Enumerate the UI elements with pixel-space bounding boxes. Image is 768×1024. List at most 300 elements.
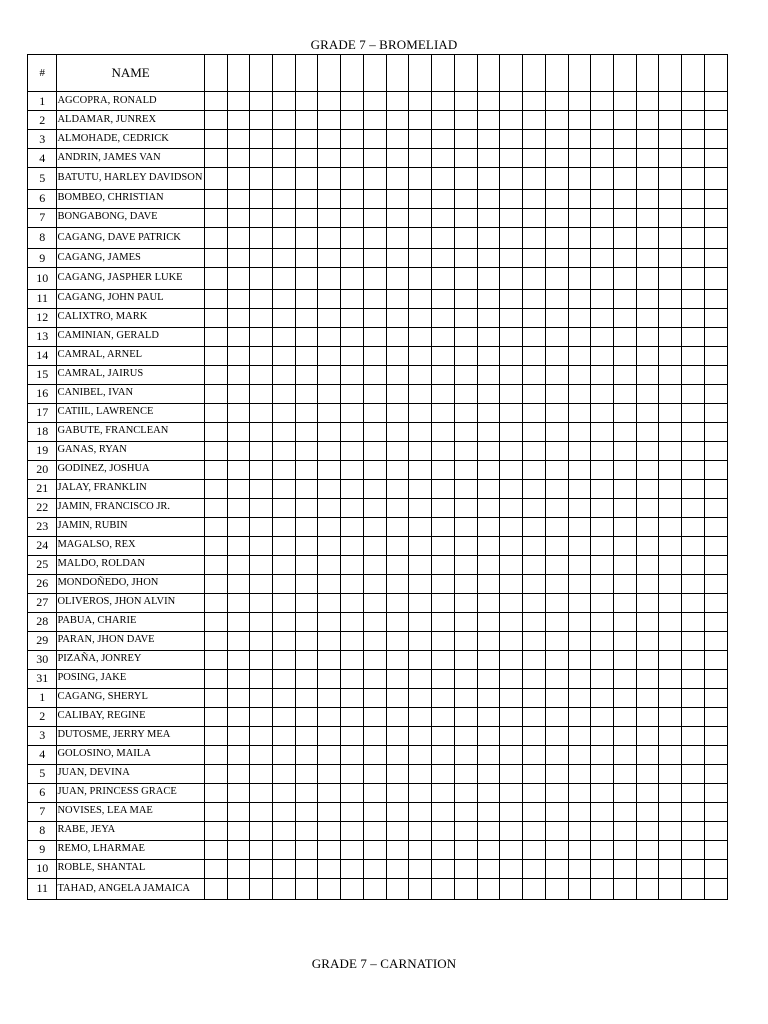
mark-cell[interactable] (523, 168, 546, 190)
mark-cell[interactable] (341, 745, 364, 764)
mark-cell[interactable] (386, 111, 409, 130)
mark-cell[interactable] (500, 189, 523, 208)
mark-cell[interactable] (318, 688, 341, 707)
mark-cell[interactable] (295, 249, 318, 268)
mark-cell[interactable] (500, 517, 523, 536)
mark-cell[interactable] (500, 327, 523, 346)
mark-cell[interactable] (250, 536, 273, 555)
mark-cell[interactable] (682, 821, 705, 840)
mark-cell[interactable] (227, 669, 250, 688)
mark-cell[interactable] (568, 764, 591, 783)
mark-cell[interactable] (250, 422, 273, 441)
mark-cell[interactable] (204, 92, 227, 111)
mark-cell[interactable] (454, 268, 477, 290)
mark-cell[interactable] (682, 149, 705, 168)
mark-cell[interactable] (682, 111, 705, 130)
mark-cell[interactable] (704, 878, 727, 900)
mark-cell[interactable] (204, 783, 227, 802)
mark-cell[interactable] (477, 859, 500, 878)
mark-cell[interactable] (500, 208, 523, 227)
mark-cell[interactable] (613, 574, 636, 593)
mark-cell[interactable] (409, 208, 432, 227)
mark-cell[interactable] (341, 189, 364, 208)
mark-cell[interactable] (318, 517, 341, 536)
mark-cell[interactable] (227, 460, 250, 479)
mark-cell[interactable] (568, 802, 591, 821)
mark-cell[interactable] (500, 593, 523, 612)
mark-cell[interactable] (386, 289, 409, 308)
mark-cell[interactable] (409, 498, 432, 517)
mark-cell[interactable] (227, 441, 250, 460)
mark-cell[interactable] (545, 612, 568, 631)
mark-cell[interactable] (613, 555, 636, 574)
mark-cell[interactable] (341, 878, 364, 900)
mark-cell[interactable] (318, 536, 341, 555)
mark-cell[interactable] (409, 631, 432, 650)
mark-cell[interactable] (318, 208, 341, 227)
mark-cell[interactable] (318, 726, 341, 745)
mark-cell[interactable] (295, 612, 318, 631)
mark-cell[interactable] (432, 878, 455, 900)
mark-cell[interactable] (636, 189, 659, 208)
mark-cell[interactable] (363, 593, 386, 612)
mark-cell[interactable] (341, 346, 364, 365)
mark-cell[interactable] (432, 669, 455, 688)
mark-cell[interactable] (591, 498, 614, 517)
mark-cell[interactable] (227, 149, 250, 168)
mark-cell[interactable] (363, 612, 386, 631)
mark-cell[interactable] (272, 92, 295, 111)
mark-cell[interactable] (363, 227, 386, 249)
mark-cell[interactable] (409, 111, 432, 130)
mark-cell[interactable] (295, 92, 318, 111)
mark-cell[interactable] (682, 688, 705, 707)
mark-cell[interactable] (272, 498, 295, 517)
mark-cell[interactable] (454, 384, 477, 403)
mark-cell[interactable] (295, 650, 318, 669)
mark-cell[interactable] (545, 650, 568, 669)
mark-cell[interactable] (704, 441, 727, 460)
mark-cell[interactable] (363, 650, 386, 669)
mark-cell[interactable] (386, 208, 409, 227)
mark-cell[interactable] (204, 536, 227, 555)
mark-cell[interactable] (545, 764, 568, 783)
mark-cell[interactable] (454, 650, 477, 669)
mark-cell[interactable] (477, 593, 500, 612)
mark-cell[interactable] (250, 726, 273, 745)
mark-cell[interactable] (500, 149, 523, 168)
mark-cell[interactable] (409, 802, 432, 821)
mark-cell[interactable] (523, 612, 546, 631)
mark-cell[interactable] (341, 821, 364, 840)
mark-cell[interactable] (409, 227, 432, 249)
mark-cell[interactable] (272, 745, 295, 764)
mark-cell[interactable] (523, 802, 546, 821)
mark-cell[interactable] (682, 726, 705, 745)
mark-cell[interactable] (545, 308, 568, 327)
mark-cell[interactable] (477, 308, 500, 327)
mark-cell[interactable] (500, 479, 523, 498)
mark-cell[interactable] (477, 130, 500, 149)
mark-cell[interactable] (568, 593, 591, 612)
mark-cell[interactable] (568, 111, 591, 130)
mark-cell[interactable] (659, 574, 682, 593)
mark-cell[interactable] (295, 555, 318, 574)
mark-cell[interactable] (636, 384, 659, 403)
mark-cell[interactable] (227, 227, 250, 249)
mark-cell[interactable] (295, 479, 318, 498)
mark-cell[interactable] (295, 517, 318, 536)
mark-cell[interactable] (704, 208, 727, 227)
mark-cell[interactable] (477, 168, 500, 190)
mark-cell[interactable] (704, 289, 727, 308)
mark-cell[interactable] (704, 403, 727, 422)
mark-cell[interactable] (500, 365, 523, 384)
mark-cell[interactable] (250, 249, 273, 268)
mark-cell[interactable] (591, 441, 614, 460)
mark-cell[interactable] (500, 859, 523, 878)
mark-cell[interactable] (432, 227, 455, 249)
mark-cell[interactable] (613, 327, 636, 346)
mark-cell[interactable] (341, 802, 364, 821)
mark-cell[interactable] (432, 479, 455, 498)
mark-cell[interactable] (227, 764, 250, 783)
mark-cell[interactable] (477, 498, 500, 517)
mark-cell[interactable] (613, 227, 636, 249)
mark-cell[interactable] (591, 479, 614, 498)
mark-cell[interactable] (227, 111, 250, 130)
mark-cell[interactable] (704, 764, 727, 783)
mark-cell[interactable] (523, 308, 546, 327)
mark-cell[interactable] (636, 498, 659, 517)
mark-cell[interactable] (477, 555, 500, 574)
mark-cell[interactable] (477, 403, 500, 422)
mark-cell[interactable] (204, 650, 227, 669)
mark-cell[interactable] (227, 688, 250, 707)
mark-cell[interactable] (295, 130, 318, 149)
mark-cell[interactable] (613, 346, 636, 365)
mark-cell[interactable] (409, 479, 432, 498)
mark-cell[interactable] (386, 783, 409, 802)
mark-cell[interactable] (295, 783, 318, 802)
mark-cell[interactable] (341, 441, 364, 460)
mark-cell[interactable] (704, 707, 727, 726)
mark-cell[interactable] (409, 289, 432, 308)
mark-cell[interactable] (386, 130, 409, 149)
mark-cell[interactable] (204, 726, 227, 745)
mark-cell[interactable] (636, 783, 659, 802)
mark-cell[interactable] (386, 384, 409, 403)
mark-cell[interactable] (591, 764, 614, 783)
mark-cell[interactable] (318, 650, 341, 669)
mark-cell[interactable] (500, 669, 523, 688)
mark-cell[interactable] (454, 422, 477, 441)
mark-cell[interactable] (659, 168, 682, 190)
mark-cell[interactable] (250, 878, 273, 900)
mark-cell[interactable] (636, 821, 659, 840)
mark-cell[interactable] (523, 631, 546, 650)
mark-cell[interactable] (591, 111, 614, 130)
mark-cell[interactable] (295, 308, 318, 327)
mark-cell[interactable] (295, 821, 318, 840)
mark-cell[interactable] (363, 189, 386, 208)
mark-cell[interactable] (272, 268, 295, 290)
mark-cell[interactable] (477, 346, 500, 365)
mark-cell[interactable] (454, 612, 477, 631)
mark-cell[interactable] (659, 593, 682, 612)
mark-cell[interactable] (613, 840, 636, 859)
mark-cell[interactable] (272, 403, 295, 422)
mark-cell[interactable] (636, 555, 659, 574)
mark-cell[interactable] (432, 783, 455, 802)
mark-cell[interactable] (409, 764, 432, 783)
mark-cell[interactable] (295, 403, 318, 422)
mark-cell[interactable] (477, 460, 500, 479)
mark-cell[interactable] (659, 208, 682, 227)
mark-cell[interactable] (341, 92, 364, 111)
mark-cell[interactable] (545, 555, 568, 574)
mark-cell[interactable] (568, 227, 591, 249)
mark-cell[interactable] (591, 707, 614, 726)
mark-cell[interactable] (704, 745, 727, 764)
mark-cell[interactable] (477, 268, 500, 290)
mark-cell[interactable] (682, 441, 705, 460)
mark-cell[interactable] (500, 227, 523, 249)
mark-cell[interactable] (682, 764, 705, 783)
mark-cell[interactable] (659, 707, 682, 726)
mark-cell[interactable] (682, 384, 705, 403)
mark-cell[interactable] (591, 802, 614, 821)
mark-cell[interactable] (454, 92, 477, 111)
mark-cell[interactable] (341, 130, 364, 149)
mark-cell[interactable] (227, 783, 250, 802)
mark-cell[interactable] (613, 517, 636, 536)
mark-cell[interactable] (386, 555, 409, 574)
mark-cell[interactable] (523, 92, 546, 111)
mark-cell[interactable] (613, 268, 636, 290)
mark-cell[interactable] (568, 650, 591, 669)
mark-cell[interactable] (591, 688, 614, 707)
mark-cell[interactable] (409, 726, 432, 745)
mark-cell[interactable] (250, 555, 273, 574)
mark-cell[interactable] (659, 268, 682, 290)
mark-cell[interactable] (568, 707, 591, 726)
mark-cell[interactable] (613, 384, 636, 403)
mark-cell[interactable] (636, 745, 659, 764)
mark-cell[interactable] (682, 612, 705, 631)
mark-cell[interactable] (454, 346, 477, 365)
mark-cell[interactable] (250, 92, 273, 111)
mark-cell[interactable] (341, 365, 364, 384)
mark-cell[interactable] (386, 308, 409, 327)
mark-cell[interactable] (454, 189, 477, 208)
mark-cell[interactable] (500, 308, 523, 327)
mark-cell[interactable] (545, 479, 568, 498)
mark-cell[interactable] (613, 612, 636, 631)
mark-cell[interactable] (454, 149, 477, 168)
mark-cell[interactable] (636, 669, 659, 688)
mark-cell[interactable] (227, 859, 250, 878)
mark-cell[interactable] (204, 403, 227, 422)
mark-cell[interactable] (523, 268, 546, 290)
mark-cell[interactable] (636, 268, 659, 290)
mark-cell[interactable] (545, 130, 568, 149)
mark-cell[interactable] (386, 593, 409, 612)
mark-cell[interactable] (591, 650, 614, 669)
mark-cell[interactable] (272, 517, 295, 536)
mark-cell[interactable] (477, 669, 500, 688)
mark-cell[interactable] (682, 460, 705, 479)
mark-cell[interactable] (568, 726, 591, 745)
mark-cell[interactable] (204, 327, 227, 346)
mark-cell[interactable] (204, 859, 227, 878)
mark-cell[interactable] (591, 612, 614, 631)
mark-cell[interactable] (386, 688, 409, 707)
mark-cell[interactable] (386, 403, 409, 422)
mark-cell[interactable] (682, 227, 705, 249)
mark-cell[interactable] (682, 92, 705, 111)
mark-cell[interactable] (454, 536, 477, 555)
mark-cell[interactable] (636, 365, 659, 384)
mark-cell[interactable] (545, 631, 568, 650)
mark-cell[interactable] (704, 555, 727, 574)
mark-cell[interactable] (591, 821, 614, 840)
mark-cell[interactable] (341, 403, 364, 422)
mark-cell[interactable] (523, 208, 546, 227)
mark-cell[interactable] (454, 227, 477, 249)
mark-cell[interactable] (613, 688, 636, 707)
mark-cell[interactable] (454, 821, 477, 840)
mark-cell[interactable] (613, 441, 636, 460)
mark-cell[interactable] (613, 149, 636, 168)
mark-cell[interactable] (682, 650, 705, 669)
mark-cell[interactable] (318, 422, 341, 441)
mark-cell[interactable] (591, 669, 614, 688)
mark-cell[interactable] (545, 249, 568, 268)
mark-cell[interactable] (545, 268, 568, 290)
mark-cell[interactable] (432, 745, 455, 764)
mark-cell[interactable] (204, 227, 227, 249)
mark-cell[interactable] (591, 327, 614, 346)
mark-cell[interactable] (636, 536, 659, 555)
mark-cell[interactable] (295, 149, 318, 168)
mark-cell[interactable] (295, 707, 318, 726)
mark-cell[interactable] (341, 227, 364, 249)
mark-cell[interactable] (204, 802, 227, 821)
mark-cell[interactable] (295, 498, 318, 517)
mark-cell[interactable] (227, 384, 250, 403)
mark-cell[interactable] (386, 764, 409, 783)
mark-cell[interactable] (227, 707, 250, 726)
mark-cell[interactable] (272, 249, 295, 268)
mark-cell[interactable] (454, 517, 477, 536)
mark-cell[interactable] (523, 249, 546, 268)
mark-cell[interactable] (704, 384, 727, 403)
mark-cell[interactable] (363, 130, 386, 149)
mark-cell[interactable] (568, 783, 591, 802)
mark-cell[interactable] (295, 327, 318, 346)
mark-cell[interactable] (386, 859, 409, 878)
mark-cell[interactable] (545, 289, 568, 308)
mark-cell[interactable] (682, 878, 705, 900)
mark-cell[interactable] (318, 365, 341, 384)
mark-cell[interactable] (295, 840, 318, 859)
mark-cell[interactable] (204, 688, 227, 707)
mark-cell[interactable] (250, 574, 273, 593)
mark-cell[interactable] (227, 574, 250, 593)
mark-cell[interactable] (500, 821, 523, 840)
mark-cell[interactable] (591, 308, 614, 327)
mark-cell[interactable] (409, 384, 432, 403)
mark-cell[interactable] (613, 168, 636, 190)
mark-cell[interactable] (659, 403, 682, 422)
mark-cell[interactable] (591, 346, 614, 365)
mark-cell[interactable] (545, 403, 568, 422)
mark-cell[interactable] (386, 650, 409, 669)
mark-cell[interactable] (204, 441, 227, 460)
mark-cell[interactable] (272, 189, 295, 208)
mark-cell[interactable] (636, 802, 659, 821)
mark-cell[interactable] (568, 149, 591, 168)
mark-cell[interactable] (341, 555, 364, 574)
mark-cell[interactable] (432, 536, 455, 555)
mark-cell[interactable] (613, 403, 636, 422)
mark-cell[interactable] (272, 308, 295, 327)
mark-cell[interactable] (545, 859, 568, 878)
mark-cell[interactable] (477, 327, 500, 346)
mark-cell[interactable] (318, 840, 341, 859)
mark-cell[interactable] (454, 403, 477, 422)
mark-cell[interactable] (704, 479, 727, 498)
mark-cell[interactable] (386, 249, 409, 268)
mark-cell[interactable] (659, 111, 682, 130)
mark-cell[interactable] (295, 384, 318, 403)
mark-cell[interactable] (477, 802, 500, 821)
mark-cell[interactable] (659, 227, 682, 249)
mark-cell[interactable] (613, 479, 636, 498)
mark-cell[interactable] (568, 422, 591, 441)
mark-cell[interactable] (250, 227, 273, 249)
mark-cell[interactable] (545, 840, 568, 859)
mark-cell[interactable] (591, 745, 614, 764)
mark-cell[interactable] (636, 208, 659, 227)
mark-cell[interactable] (204, 612, 227, 631)
mark-cell[interactable] (477, 536, 500, 555)
mark-cell[interactable] (363, 289, 386, 308)
mark-cell[interactable] (545, 111, 568, 130)
mark-cell[interactable] (704, 460, 727, 479)
mark-cell[interactable] (523, 859, 546, 878)
mark-cell[interactable] (454, 878, 477, 900)
mark-cell[interactable] (659, 498, 682, 517)
mark-cell[interactable] (204, 208, 227, 227)
mark-cell[interactable] (477, 688, 500, 707)
mark-cell[interactable] (704, 840, 727, 859)
mark-cell[interactable] (568, 821, 591, 840)
mark-cell[interactable] (432, 130, 455, 149)
mark-cell[interactable] (613, 707, 636, 726)
mark-cell[interactable] (454, 593, 477, 612)
mark-cell[interactable] (500, 878, 523, 900)
mark-cell[interactable] (568, 460, 591, 479)
mark-cell[interactable] (523, 650, 546, 669)
mark-cell[interactable] (659, 859, 682, 878)
mark-cell[interactable] (341, 783, 364, 802)
mark-cell[interactable] (659, 612, 682, 631)
mark-cell[interactable] (318, 859, 341, 878)
mark-cell[interactable] (591, 859, 614, 878)
mark-cell[interactable] (500, 650, 523, 669)
